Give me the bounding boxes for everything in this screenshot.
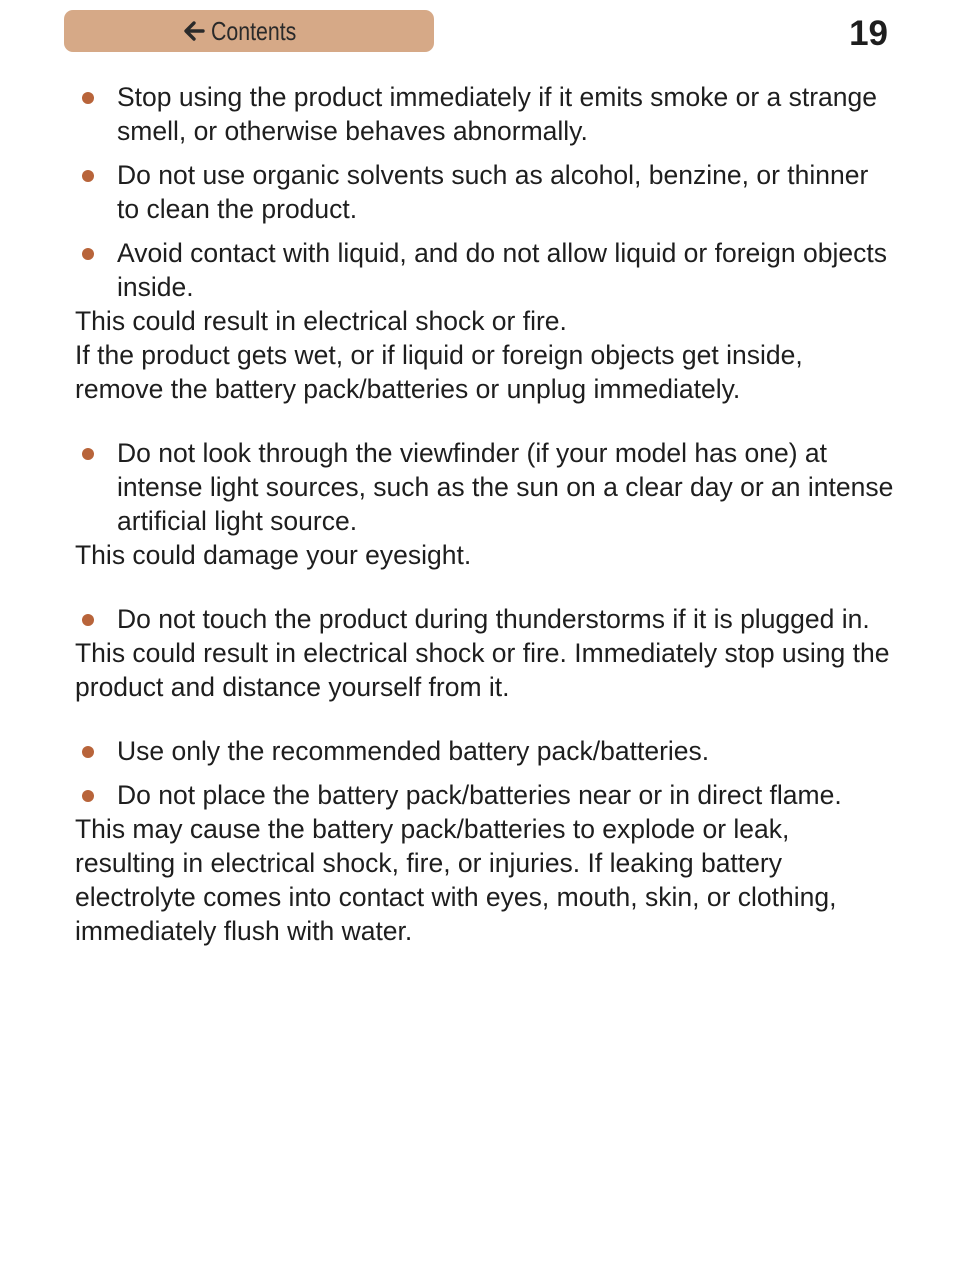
bullet-text: Do not look through the viewfinder (if your model has one) at intense light sources, such as the sun on a clear day or an intense artificial light source. (117, 438, 894, 536)
document-body (0, 80, 954, 948)
note-text: This could damage your eyesight. (75, 540, 472, 570)
arrow-left-icon (183, 20, 205, 42)
bullet-dot-icon (82, 448, 94, 460)
bullet-text: Do not place the battery pack/batteries near or in direct flame. (117, 780, 842, 810)
bullet-item (0, 602, 954, 636)
bullet-dot-icon (82, 790, 94, 802)
page-number: 19 (849, 14, 888, 53)
bullet-item (0, 80, 954, 148)
bullet-item (0, 236, 954, 304)
bullet-item (0, 436, 954, 538)
bullet-text: Use only the recommended battery pack/batteries. (117, 736, 710, 766)
contents-label: Contents (210, 15, 297, 46)
bullet-dot-icon (82, 92, 94, 104)
bullet-item (0, 158, 954, 226)
bullet-dot-icon (82, 170, 94, 182)
bullet-dot-icon (82, 746, 94, 758)
bullet-item (0, 734, 954, 768)
bullet-dot-icon (82, 614, 94, 626)
note-text: This could result in electrical shock or fire. Immediately stop using the product and distance yourself from it. (75, 638, 890, 702)
note-text: If the product gets wet, or if liquid or foreign objects get inside, remove the battery pack/batteries or unplug immediately. (75, 340, 803, 404)
note-text: This may cause the battery pack/batteries to explode or leak, resulting in electrical shock, fire, or injuries. If leaking battery electrolyte comes into contact with eyes, mouth, skin, or clothing, immediately flush with water. (75, 814, 837, 946)
bullet-text: Avoid contact with liquid, and do not allow liquid or foreign objects inside. (117, 238, 887, 302)
contents-button-inner (183, 16, 315, 47)
bullet-text: Stop using the product immediately if it emits smoke or a strange smell, or otherwise behaves abnormally. (117, 82, 878, 146)
section-spacer (0, 572, 954, 602)
bullet-text: Do not use organic solvents such as alcohol, benzine, or thinner to clean the product. (117, 160, 869, 224)
section-spacer (0, 704, 954, 734)
section-spacer (0, 406, 954, 436)
bullet-item (0, 778, 954, 812)
bullet-dot-icon (82, 248, 94, 260)
bullet-text: Do not touch the product during thunderstorms if it is plugged in. (117, 604, 870, 634)
contents-button[interactable] (64, 10, 434, 52)
note-text: This could result in electrical shock or fire. (75, 306, 567, 336)
